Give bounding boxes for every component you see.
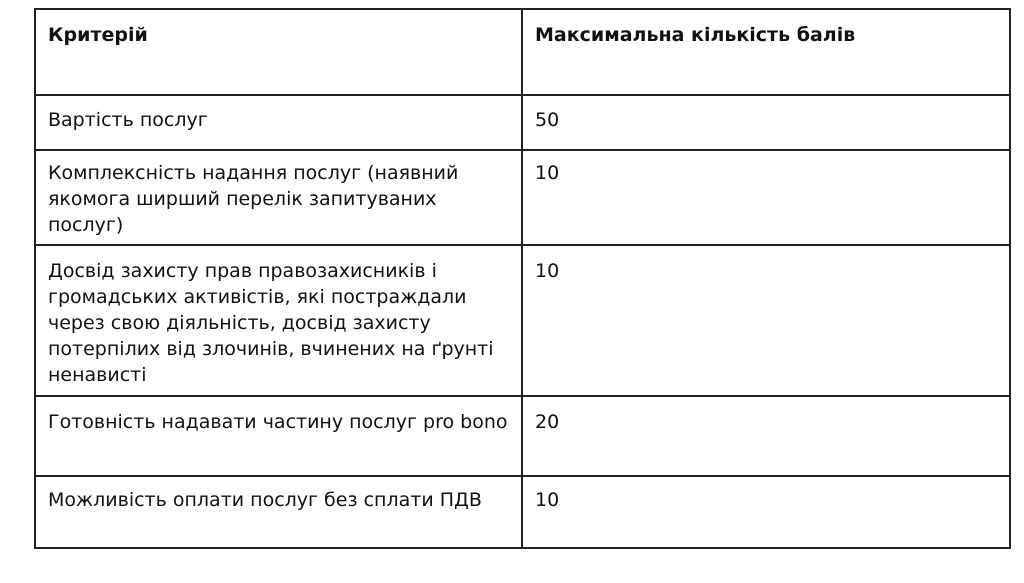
criterion-cell: Можливість оплати послуг без сплати ПДВ [35,476,522,548]
criterion-cell: Готовність надавати частину послуг pro bono [35,396,522,476]
table-row [35,245,1010,396]
criterion-cell: Досвід захисту прав правозахисників і громадських активістів, які постраждали через свою діяльність, досвід захисту потерпілих від злочинів, вчинених на ґрунті ненависті [35,245,522,396]
table-row [35,150,1010,245]
header-criterion: Критерій [35,9,522,95]
header-max-points: Максимальна кількість балів [522,9,1010,95]
criterion-cell: Вартість послуг [35,95,522,150]
max-points-cell: 20 [522,396,1010,476]
max-points-cell: 10 [522,150,1010,245]
max-points-cell: 10 [522,245,1010,396]
max-points-cell: 10 [522,476,1010,548]
table-row [35,476,1010,548]
criteria-table [34,8,1011,549]
table-header-row [35,9,1010,95]
max-points-cell: 50 [522,95,1010,150]
table-row [35,396,1010,476]
criterion-cell: Комплексність надання послуг (наявний якомога ширший перелік запитуваних послуг) [35,150,522,245]
table-row [35,95,1010,150]
